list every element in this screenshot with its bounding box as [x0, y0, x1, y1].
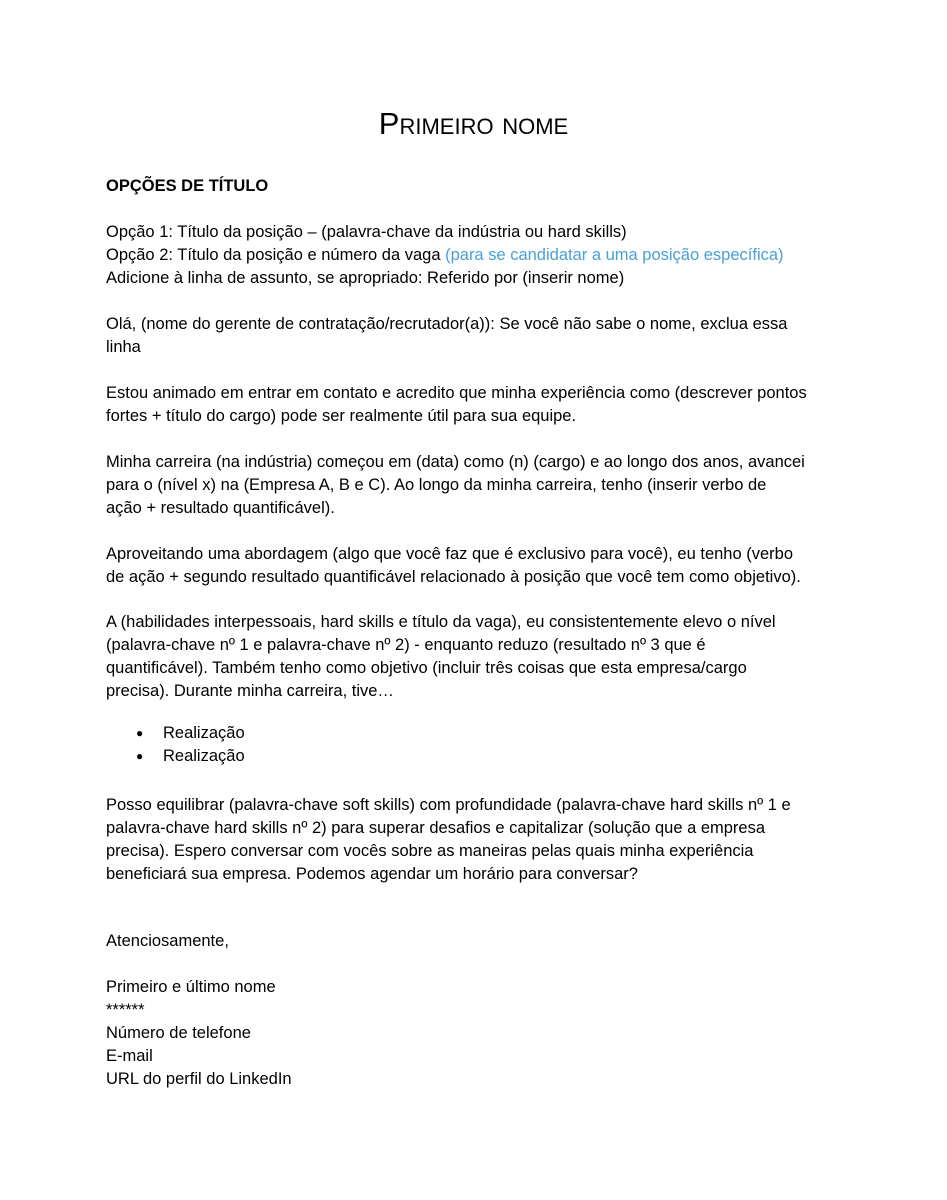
- section-heading: OPÇÕES DE TÍTULO: [106, 177, 269, 195]
- paragraph-line: Minha carreira (na indústria) começou em (data) como (n) (cargo) e ao longo dos anos, avancei: [106, 453, 805, 471]
- paragraph-line: para o (nível x) na (Empresa A, B e C). Ao longo da minha carreira, tenho (inserir verbo de: [106, 476, 767, 494]
- paragraph-3: [106, 543, 846, 589]
- paragraph-line: fortes + título do cargo) pode ser realmente útil para sua equipe.: [106, 407, 577, 425]
- title-options: [106, 221, 846, 290]
- achievement-list: [136, 722, 245, 768]
- page-title: [0, 102, 947, 146]
- paragraph-line: Posso equilibrar (palavra-chave soft skills) com profundidade (palavra-chave hard skills nº 1 e: [106, 796, 791, 814]
- paragraph-line: ação + resultado quantificável).: [106, 499, 335, 517]
- greeting-line: linha: [106, 338, 141, 356]
- paragraph-line: A (habilidades interpessoais, hard skills e título da vaga), eu consistentemente elevo o nível: [106, 613, 776, 631]
- paragraph-2: [106, 451, 846, 520]
- closing: Atenciosamente,: [106, 932, 229, 950]
- paragraph-line: (palavra-chave nº 1 e palavra-chave nº 2) - enquanto reduzo (resultado nº 3 que é: [106, 636, 706, 654]
- bullet-icon: ●: [136, 749, 144, 763]
- option-2-main: Opção 2: Título da posição e número da vaga: [106, 246, 441, 264]
- subject-line: Adicione à linha de assunto, se apropriado: Referido por (inserir nome): [106, 269, 625, 287]
- option-1: Opção 1: Título da posição – (palavra-chave da indústria ou hard skills): [106, 223, 627, 241]
- signature-linkedin: URL do perfil do LinkedIn: [106, 1070, 292, 1088]
- paragraph-line: quantificável). Também tenho como objetivo (incluir três coisas que esta empresa/cargo: [106, 659, 747, 677]
- title-first-letter: P: [378, 106, 400, 141]
- paragraph-line: de ação + segundo resultado quantificável relacionado à posição que você tem como objetivo).: [106, 568, 801, 586]
- greeting-line: Olá, (nome do gerente de contratação/recrutador(a)): Se você não sabe o nome, exclua essa: [106, 315, 788, 333]
- list-item: [136, 722, 245, 745]
- signature-separator: ******: [106, 1001, 145, 1019]
- paragraph-5: [106, 794, 846, 886]
- title-rest: rimeiro nome: [399, 106, 569, 141]
- paragraph-line: Aproveitando uma abordagem (algo que você faz que é exclusivo para você), eu tenho (verbo: [106, 545, 794, 563]
- option-2-note: (para se candidatar a uma posição específica): [445, 246, 784, 264]
- list-item: [136, 745, 245, 768]
- paragraph-line: precisa). Durante minha carreira, tive…: [106, 682, 394, 700]
- signature-phone: Número de telefone: [106, 1024, 251, 1042]
- signature-block: [106, 976, 846, 1091]
- bullet-icon: ●: [136, 726, 144, 740]
- paragraph-line: precisa). Espero conversar com vocês sobre as maneiras pelas quais minha experiência: [106, 842, 754, 860]
- paragraph-4: [106, 611, 846, 703]
- paragraph-line: beneficiará sua empresa. Podemos agendar um horário para conversar?: [106, 865, 638, 883]
- list-item-label: Realização: [163, 724, 245, 742]
- signature-email: E-mail: [106, 1047, 153, 1065]
- paragraph-line: palavra-chave hard skills nº 2) para superar desafios e capitalizar (solução que a empresa: [106, 819, 766, 837]
- greeting: [106, 313, 846, 359]
- paragraph-1: [106, 382, 846, 428]
- signature-name: Primeiro e último nome: [106, 978, 276, 996]
- paragraph-line: Estou animado em entrar em contato e acredito que minha experiência como (descrever pontos: [106, 384, 807, 402]
- option-2: [106, 244, 846, 267]
- list-item-label: Realização: [163, 747, 245, 765]
